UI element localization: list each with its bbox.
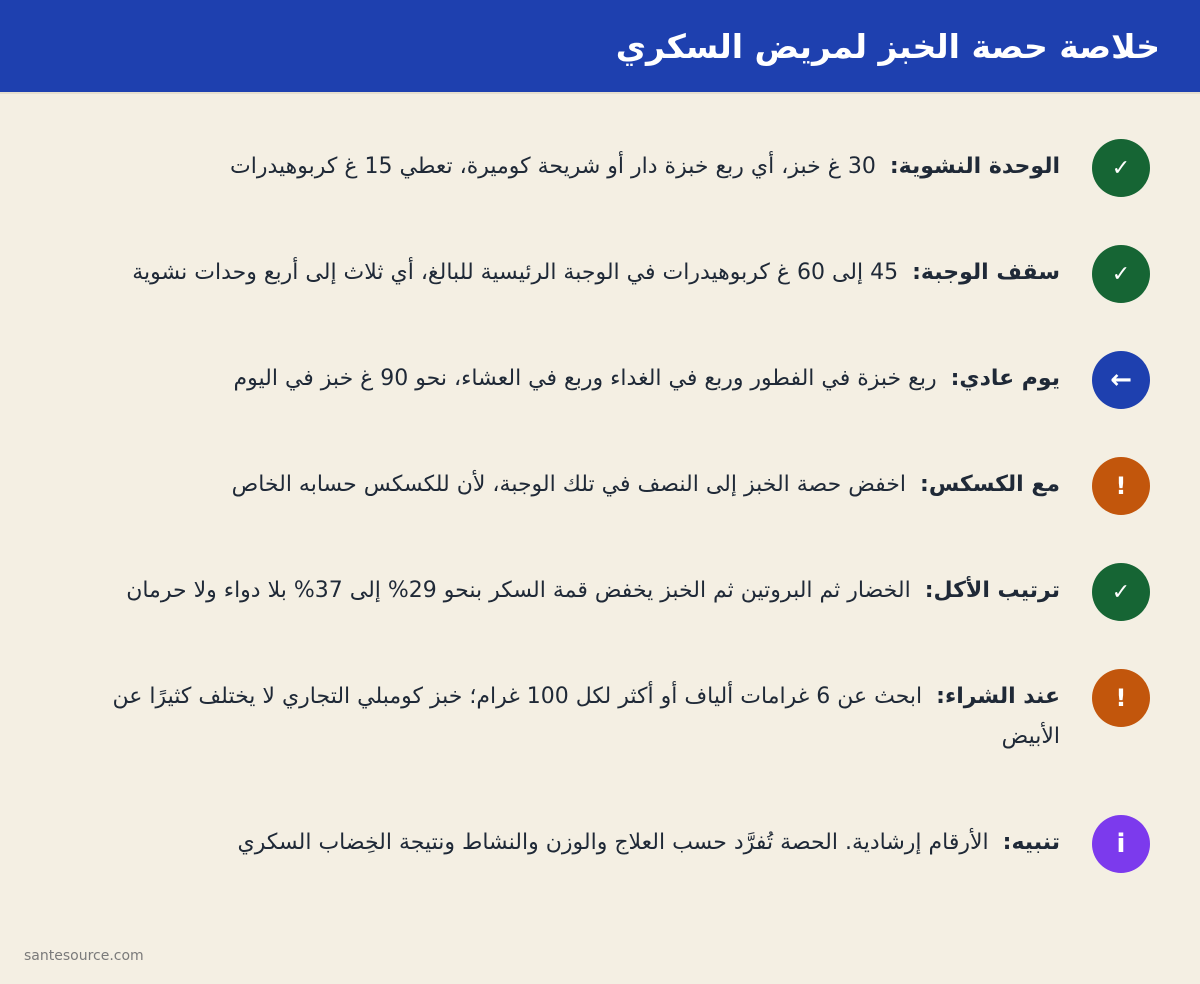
list-item [80,815,1150,873]
item-text [80,457,1060,505]
warning-icon: ! [1092,457,1150,515]
warning-icon: ! [1092,669,1150,727]
page-title: خلاصة حصة الخبز لمريض السكري [615,26,1160,66]
list-item [80,351,1150,409]
item-text [80,669,1060,757]
item-label: ترتيب الأكل: [924,578,1060,603]
check-icon: ✓ [1092,563,1150,621]
item-description: الأرقام إرشادية. الحصة تُفرَّد حسب العلاج والوزن والنشاط ونتيجة الخِضاب السكري [237,830,989,855]
list-item [80,457,1150,515]
item-description: 45 إلى 60 غ كربوهيدرات في الوجبة الرئيسية للبالغ، أي ثلاث إلى أربع وحدات نشوية [132,260,899,285]
list-item [80,139,1150,197]
check-icon: ✓ [1092,245,1150,303]
list-item [80,563,1150,621]
item-description: الخضار ثم البروتين ثم الخبز يخفض قمة السكر بنحو 29% إلى 37% بلا دواء ولا حرمان [126,578,911,603]
item-label: يوم عادي: [950,366,1060,391]
item-label: الوحدة النشوية: [889,154,1060,179]
item-label: سقف الوجبة: [912,260,1060,285]
list-item [80,669,1150,757]
item-description: ابحث عن 6 غرامات ألياف أو أكثر لكل 100 غرام؛ خبز كومبلي التجاري لا يختلف كثيرًا عن الأبيض [112,684,1060,749]
arrow-left-icon: ← [1092,351,1150,409]
check-icon: ✓ [1092,139,1150,197]
item-label: تنبيه: [1002,830,1060,855]
source-link[interactable]: santesource.com [24,948,144,964]
item-text [80,563,1060,611]
item-text [80,815,1060,863]
list-item [80,245,1150,303]
item-label: عند الشراء: [936,684,1060,709]
item-text [80,245,1060,293]
item-text [80,351,1060,399]
item-description: 30 غ خبز، أي ربع خبزة دار أو شريحة كوميرة، تعطي 15 غ كربوهيدرات [230,154,876,179]
item-text [80,139,1060,187]
item-label: مع الكسكس: [920,472,1060,497]
item-description: ربع خبزة في الفطور وربع في الغداء وربع في العشاء، نحو 90 غ خبز في اليوم [233,366,937,391]
info-icon: i [1092,815,1150,873]
item-description: اخفض حصة الخبز إلى النصف في تلك الوجبة، لأن للكسكس حسابه الخاص [231,472,907,497]
